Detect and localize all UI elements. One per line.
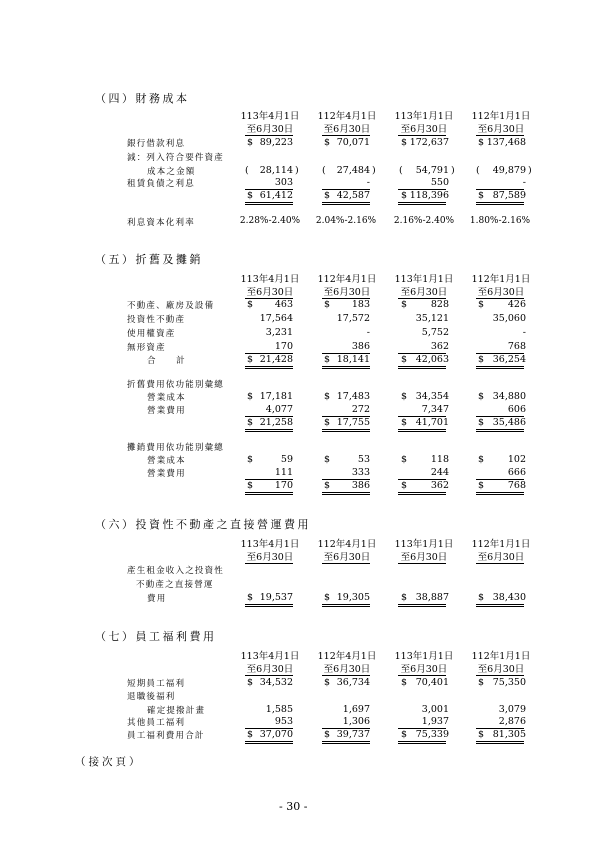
close-paren: ) [372,165,376,176]
total-double-underline [476,204,524,205]
amount-cell: 87,589 [492,190,526,201]
total-underline [398,366,446,367]
amount-cell: 17,483 [336,391,370,402]
amount-cell: 34,880 [492,391,526,402]
amount-cell: 1,306 [342,716,370,727]
amount-cell: 768 [507,341,526,352]
amount-cell: 768 [507,480,526,491]
currency-symbol: $ [478,391,485,402]
column-header-line2: 至6月30日 [400,124,448,135]
amount-cell: 17,755 [336,417,370,428]
total-underline [322,366,370,367]
column-header-line2: 至6月30日 [323,552,371,563]
column-header-line1: 112年4月1日 [317,274,377,285]
currency-symbol: $ [247,137,254,148]
header-underline [476,135,524,136]
amount-cell: 3,001 [421,704,449,715]
total-double-underline [322,494,370,495]
row-label: 成本之金額 [147,167,196,177]
currency-symbol: $ [401,299,408,310]
header-underline [398,675,446,676]
total-double-underline [245,204,293,205]
amount-cell: 38,887 [415,592,449,603]
column-header-line1: 112年4月1日 [317,111,377,122]
row-label: 不動產之直接營運 [136,580,214,590]
section-title: （五）折舊及攤銷 [95,253,203,266]
total-double-underline [245,368,293,369]
row-label: 銀行借款利息 [127,139,186,149]
total-double-underline [398,494,446,495]
currency-symbol: $ [478,137,485,148]
amount-cell: 81,305 [492,729,526,740]
amount-cell: 59 [280,454,293,465]
currency-symbol: $ [401,592,408,603]
section-title: （四）財務成本 [95,92,190,105]
row-label: 退職後福利 [127,692,176,702]
rate-cell: 2.28%-2.40% [239,216,301,226]
column-header-line1: 113年1月1日 [394,111,454,122]
row-label: 租賃負債之利息 [127,179,195,189]
amount-cell: 1,697 [342,704,370,715]
currency-symbol: $ [324,592,331,603]
total-double-underline [245,431,293,432]
column-header-line1: 113年1月1日 [394,651,454,662]
total-double-underline [322,368,370,369]
total-underline [245,604,293,605]
currency-symbol: $ [324,417,331,428]
amount-cell: 39,737 [336,729,370,740]
amount-cell: 75,350 [492,677,526,688]
rate-cell: 2.04%-2.16% [315,216,377,226]
open-paren: ( [399,165,403,176]
amount-cell: 35,121 [415,313,449,324]
amount-cell: 41,701 [415,417,449,428]
total-double-underline [476,743,524,744]
row-label: 合 計 [147,356,186,366]
rate-cell: 2.16%-2.40% [393,216,455,226]
column-header-line1: 112年1月1日 [471,651,531,662]
total-underline [245,429,293,430]
column-header-line2: 至6月30日 [323,664,371,675]
amount-cell: 386 [351,341,370,352]
currency-symbol: $ [478,417,485,428]
amount-cell: 606 [507,404,526,415]
column-header-line2: 至6月30日 [246,552,294,563]
total-double-underline [322,743,370,744]
column-header-line2: 至6月30日 [477,124,525,135]
row-label: 員工福利費用合計 [127,731,205,741]
currency-symbol: $ [324,137,331,148]
total-double-underline [398,204,446,205]
amount-cell: 17,564 [259,313,293,324]
amount-cell: 111 [274,467,293,478]
total-double-underline [322,204,370,205]
column-header-line1: 113年4月1日 [240,274,300,285]
total-double-underline [322,606,370,607]
amount-cell: 53 [357,454,370,465]
amount-cell: 19,537 [259,592,293,603]
row-label: 確定提撥計畫 [147,706,206,716]
row-label: 無形資產 [127,343,166,353]
amount-cell: 42,587 [336,190,370,201]
column-header-line1: 113年4月1日 [240,651,300,662]
amount-cell: 303 [274,177,293,188]
row-label: 使用權資產 [127,329,176,339]
currency-symbol: $ [247,480,254,491]
currency-symbol: $ [247,592,254,603]
currency-symbol: $ [401,480,408,491]
amount-cell: 28,114 [259,165,293,176]
section-title: （六）投資性不動產之直接營運費用 [95,518,311,531]
total-underline [322,202,370,203]
column-header-line2: 至6月30日 [246,124,294,135]
column-header-line2: 至6月30日 [400,664,448,675]
column-header-line2: 至6月30日 [477,552,525,563]
column-header-line1: 113年4月1日 [240,111,300,122]
amount-cell: 333 [351,467,370,478]
total-underline [322,492,370,493]
currency-symbol: $ [324,729,331,740]
currency-symbol: $ [478,677,485,688]
total-underline [398,492,446,493]
header-underline [245,135,293,136]
column-header-line2: 至6月30日 [323,287,371,298]
open-paren: ( [476,165,480,176]
total-double-underline [476,368,524,369]
currency-symbol: $ [478,354,485,365]
column-header-line1: 113年1月1日 [394,274,454,285]
currency-symbol: $ [324,677,331,688]
currency-symbol: $ [478,480,485,491]
total-double-underline [398,606,446,607]
amount-cell: 1,585 [265,704,293,715]
amount-cell: 118 [430,454,449,465]
amount-cell: 102 [507,454,526,465]
column-header-line1: 112年4月1日 [317,651,377,662]
header-underline [398,135,446,136]
row-label: 折舊費用依功能別彙總 [127,380,225,390]
amount-cell: 666 [507,467,526,478]
amount-cell: 70,401 [415,677,449,688]
total-double-underline [398,743,446,744]
currency-symbol: $ [247,454,254,465]
total-double-underline [476,431,524,432]
amount-cell: 3,079 [498,704,526,715]
open-paren: ( [245,165,249,176]
amount-cell: 75,339 [415,729,449,740]
amount-cell: 61,412 [259,190,293,201]
amount-cell: 1,937 [421,716,449,727]
currency-symbol: $ [401,729,408,740]
currency-symbol: $ [324,391,331,402]
rate-cell: 1.80%-2.16% [469,216,531,226]
total-underline [476,429,524,430]
amount-cell: 426 [507,299,526,310]
amount-cell: 386 [351,480,370,491]
column-header-line2: 至6月30日 [246,664,294,675]
currency-symbol: $ [401,417,408,428]
amount-cell: 244 [430,467,449,478]
amount-cell: - [366,327,370,338]
row-label: 營業費用 [147,469,186,479]
amount-cell: 19,305 [336,592,370,603]
close-paren: ) [451,165,455,176]
amount-cell: 4,077 [265,404,293,415]
amount-cell: 7,347 [421,404,449,415]
amount-cell: 70,071 [336,137,370,148]
currency-symbol: $ [478,190,485,201]
row-label: 產生租金收入之投資性 [127,566,225,576]
column-header-line1: 112年1月1日 [471,539,531,550]
amount-cell: 38,430 [492,592,526,603]
total-underline [322,604,370,605]
section-title: （七）員工福利費用 [95,630,217,643]
row-label: 營業成本 [147,393,186,403]
currency-symbol: $ [324,299,331,310]
close-paren: ) [528,165,532,176]
amount-cell: 362 [430,341,449,352]
currency-symbol: $ [401,677,408,688]
currency-symbol: $ [324,190,331,201]
total-double-underline [476,606,524,607]
amount-cell: 49,879 [492,165,526,176]
amount-cell: 137,468 [486,137,526,148]
row-label: 其他員工福利 [127,718,186,728]
currency-symbol: $ [247,190,254,201]
header-underline [476,675,524,676]
currency-symbol: $ [478,592,485,603]
amount-cell: 272 [351,404,370,415]
total-underline [245,202,293,203]
amount-cell: 953 [274,716,293,727]
total-underline [245,492,293,493]
total-underline [476,604,524,605]
total-double-underline [398,368,446,369]
total-double-underline [245,743,293,744]
amount-cell: 54,791 [415,165,449,176]
amount-cell: 89,223 [259,137,293,148]
continued-note: （接次頁） [75,756,143,768]
amount-cell: 34,354 [415,391,449,402]
total-underline [398,741,446,742]
amount-cell: 362 [430,480,449,491]
column-header-line2: 至6月30日 [400,552,448,563]
amount-cell: 550 [430,177,449,188]
column-header-line2: 至6月30日 [323,124,371,135]
column-header-line2: 至6月30日 [400,287,448,298]
currency-symbol: $ [478,299,485,310]
total-underline [398,202,446,203]
amount-cell: 2,876 [498,716,526,727]
currency-symbol: $ [247,677,254,688]
amount-cell: 36,734 [336,677,370,688]
amount-cell: 34,532 [259,677,293,688]
amount-cell: 17,572 [336,313,370,324]
column-header-line1: 112年1月1日 [471,274,531,285]
amount-cell: 828 [430,299,449,310]
column-header-line1: 112年4月1日 [317,539,377,550]
amount-cell: 18,141 [336,354,370,365]
total-underline [245,741,293,742]
amount-cell: - [522,177,526,188]
total-double-underline [398,431,446,432]
currency-symbol: $ [247,391,254,402]
currency-symbol: $ [401,391,408,402]
page-number: - 30 - [279,800,308,813]
header-underline [476,563,524,564]
currency-symbol: $ [247,417,254,428]
currency-symbol: $ [324,454,331,465]
currency-symbol: $ [478,729,485,740]
column-header-line2: 至6月30日 [477,287,525,298]
total-underline [476,366,524,367]
header-underline [245,563,293,564]
amount-cell: 463 [274,299,293,310]
column-header-line2: 至6月30日 [477,664,525,675]
amount-cell: 27,484 [336,165,370,176]
header-underline [398,563,446,564]
row-label: 不動產、廠房及設備 [127,301,215,311]
total-underline [322,741,370,742]
amount-cell: - [366,177,370,188]
row-label: 營業成本 [147,456,186,466]
amount-cell: 42,063 [415,354,449,365]
total-double-underline [245,606,293,607]
currency-symbol: $ [401,137,408,148]
amount-cell: 21,428 [259,354,293,365]
row-label: 減：列入符合要件資產 [127,153,225,163]
amount-cell: 37,070 [259,729,293,740]
row-label: 營業費用 [147,406,186,416]
row-label: 短期員工福利 [127,679,186,689]
amount-cell: 21,258 [259,417,293,428]
total-underline [476,741,524,742]
row-label: 費用 [147,594,167,604]
header-underline [322,135,370,136]
currency-symbol: $ [324,480,331,491]
amount-cell: - [522,327,526,338]
currency-symbol: $ [401,454,408,465]
currency-symbol: $ [247,354,254,365]
currency-symbol: $ [401,354,408,365]
column-header-line1: 112年1月1日 [471,111,531,122]
row-label: 攤銷費用依功能別彙總 [127,443,225,453]
total-underline [398,429,446,430]
row-label: 利息資本化利率 [127,218,195,228]
amount-cell: 36,254 [492,354,526,365]
total-double-underline [476,494,524,495]
amount-cell: 183 [351,299,370,310]
currency-symbol: $ [324,354,331,365]
column-header-line2: 至6月30日 [246,287,294,298]
total-underline [476,492,524,493]
amount-cell: 5,752 [421,327,449,338]
amount-cell: 35,060 [492,313,526,324]
amount-cell: 3,231 [265,327,293,338]
total-double-underline [322,431,370,432]
currency-symbol: $ [247,729,254,740]
open-paren: ( [322,165,326,176]
header-underline [322,563,370,564]
column-header-line1: 113年4月1日 [240,539,300,550]
amount-cell: 170 [274,480,293,491]
amount-cell: 170 [274,341,293,352]
currency-symbol: $ [247,299,254,310]
column-header-line1: 113年1月1日 [394,539,454,550]
amount-cell: 118,396 [409,190,449,201]
currency-symbol: $ [401,190,408,201]
amount-cell: 172,637 [409,137,449,148]
total-underline [245,366,293,367]
close-paren: ) [295,165,299,176]
currency-symbol: $ [478,454,485,465]
header-underline [322,675,370,676]
row-label: 投資性不動產 [127,315,186,325]
total-underline [322,429,370,430]
total-underline [476,202,524,203]
total-underline [398,604,446,605]
total-double-underline [245,494,293,495]
amount-cell: 35,486 [492,417,526,428]
header-underline [245,675,293,676]
amount-cell: 17,181 [259,391,293,402]
